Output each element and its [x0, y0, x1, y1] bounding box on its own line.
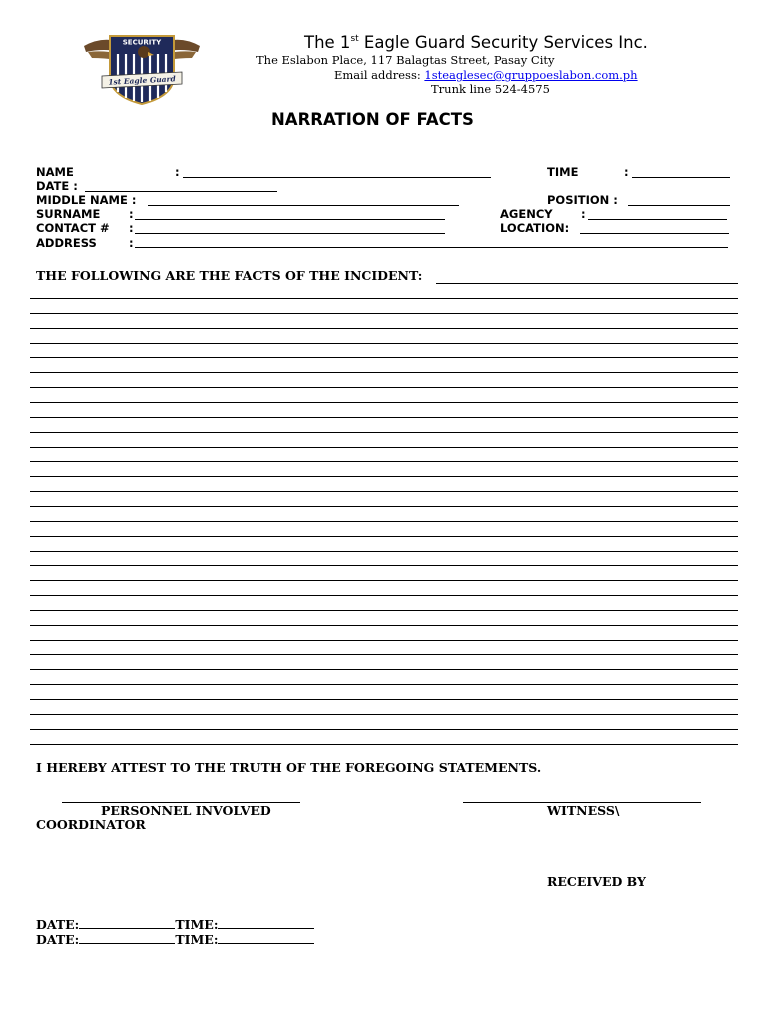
coordinator-label: COORDINATOR — [36, 817, 146, 832]
date-time-row-2 — [36, 932, 314, 947]
facts-line[interactable] — [30, 640, 738, 641]
facts-line[interactable] — [30, 491, 738, 492]
agency-field[interactable] — [588, 219, 727, 220]
time-field[interactable] — [632, 177, 730, 178]
facts-line[interactable] — [30, 699, 738, 700]
company-name: The 1st Eagle Guard Security Services Inc. — [304, 33, 648, 52]
address-label: ADDRESS — [36, 236, 97, 250]
trunk-line: Trunk line 524-4575 — [431, 82, 550, 96]
agency-label: AGENCY — [500, 207, 553, 221]
contact-field[interactable] — [135, 233, 445, 234]
facts-line[interactable] — [30, 551, 738, 552]
facts-line[interactable] — [30, 729, 738, 730]
facts-line[interactable] — [30, 565, 738, 566]
date-label-2: DATE: — [36, 932, 80, 947]
agency-colon: : — [581, 207, 586, 221]
svg-text:SECURITY: SECURITY — [122, 38, 162, 47]
facts-line[interactable] — [30, 654, 738, 655]
time-field-2[interactable] — [218, 934, 314, 944]
date-field-1[interactable] — [79, 919, 175, 929]
facts-line[interactable] — [30, 372, 738, 373]
contact-colon: : — [129, 221, 134, 235]
middle-name-label: MIDDLE NAME : — [36, 193, 137, 207]
middle-name-field[interactable] — [148, 205, 459, 206]
facts-line[interactable] — [30, 521, 738, 522]
surname-field[interactable] — [135, 219, 445, 220]
svg-text:1st Eagle Guard: 1st Eagle Guard — [108, 74, 176, 87]
facts-line[interactable] — [30, 684, 738, 685]
facts-line[interactable] — [30, 343, 738, 344]
date-time-row-1 — [36, 917, 314, 932]
position-field[interactable] — [628, 205, 730, 206]
facts-line[interactable] — [30, 328, 738, 329]
position-label: POSITION : — [547, 193, 618, 207]
facts-line[interactable] — [30, 506, 738, 507]
location-label: LOCATION: — [500, 221, 570, 235]
facts-line[interactable] — [30, 298, 738, 299]
name-colon: : — [175, 165, 180, 179]
facts-line[interactable] — [30, 625, 738, 626]
date-label-1: DATE: — [36, 917, 80, 932]
company-address: The Eslabon Place, 117 Balagtas Street, Pasay City — [256, 53, 555, 67]
facts-line[interactable] — [30, 461, 738, 462]
facts-line[interactable] — [30, 669, 738, 670]
surname-label: SURNAME — [36, 207, 101, 221]
time-label-2: TIME: — [175, 932, 219, 947]
facts-line[interactable] — [30, 580, 738, 581]
contact-label: CONTACT # — [36, 221, 110, 235]
facts-line[interactable] — [30, 387, 738, 388]
time-label-1: TIME: — [175, 917, 219, 932]
facts-line[interactable] — [30, 595, 738, 596]
name-field[interactable] — [183, 177, 491, 178]
address-field[interactable] — [135, 247, 728, 248]
surname-colon: : — [129, 207, 134, 221]
company-logo — [82, 28, 202, 106]
facts-line[interactable] — [30, 536, 738, 537]
date-label: DATE : — [36, 179, 78, 193]
address-colon: : — [129, 236, 134, 250]
date-field-2[interactable] — [79, 934, 175, 944]
attest-statement: I HEREBY ATTEST TO THE TRUTH OF THE FOREGOING STATEMENTS. — [36, 760, 542, 775]
date-field[interactable] — [85, 191, 277, 192]
name-label: NAME — [36, 165, 74, 179]
facts-line[interactable] — [30, 447, 738, 448]
facts-line[interactable] — [30, 714, 738, 715]
form-title: NARRATION OF FACTS — [271, 110, 474, 129]
personnel-involved-label: PERSONNEL INVOLVED — [101, 803, 271, 818]
facts-line[interactable] — [30, 744, 738, 745]
facts-line[interactable] — [30, 476, 738, 477]
facts-line[interactable] — [30, 402, 738, 403]
location-field[interactable] — [580, 233, 729, 234]
witness-label: WITNESS\ — [547, 803, 620, 818]
time-colon: : — [624, 165, 629, 179]
facts-line[interactable] — [30, 417, 738, 418]
received-by-label: RECEIVED BY — [547, 874, 646, 889]
facts-heading-line[interactable] — [436, 283, 738, 284]
facts-line[interactable] — [30, 313, 738, 314]
time-field-1[interactable] — [218, 919, 314, 929]
time-label: TIME — [547, 165, 579, 179]
company-email: Email address: 1steaglesec@gruppoeslabon.com.ph — [334, 68, 638, 82]
facts-heading: THE FOLLOWING ARE THE FACTS OF THE INCIDENT: — [36, 268, 423, 283]
facts-line[interactable] — [30, 610, 738, 611]
email-link[interactable]: 1steaglesec@gruppoeslabon.com.ph — [424, 68, 638, 82]
facts-line[interactable] — [30, 357, 738, 358]
facts-line[interactable] — [30, 432, 738, 433]
